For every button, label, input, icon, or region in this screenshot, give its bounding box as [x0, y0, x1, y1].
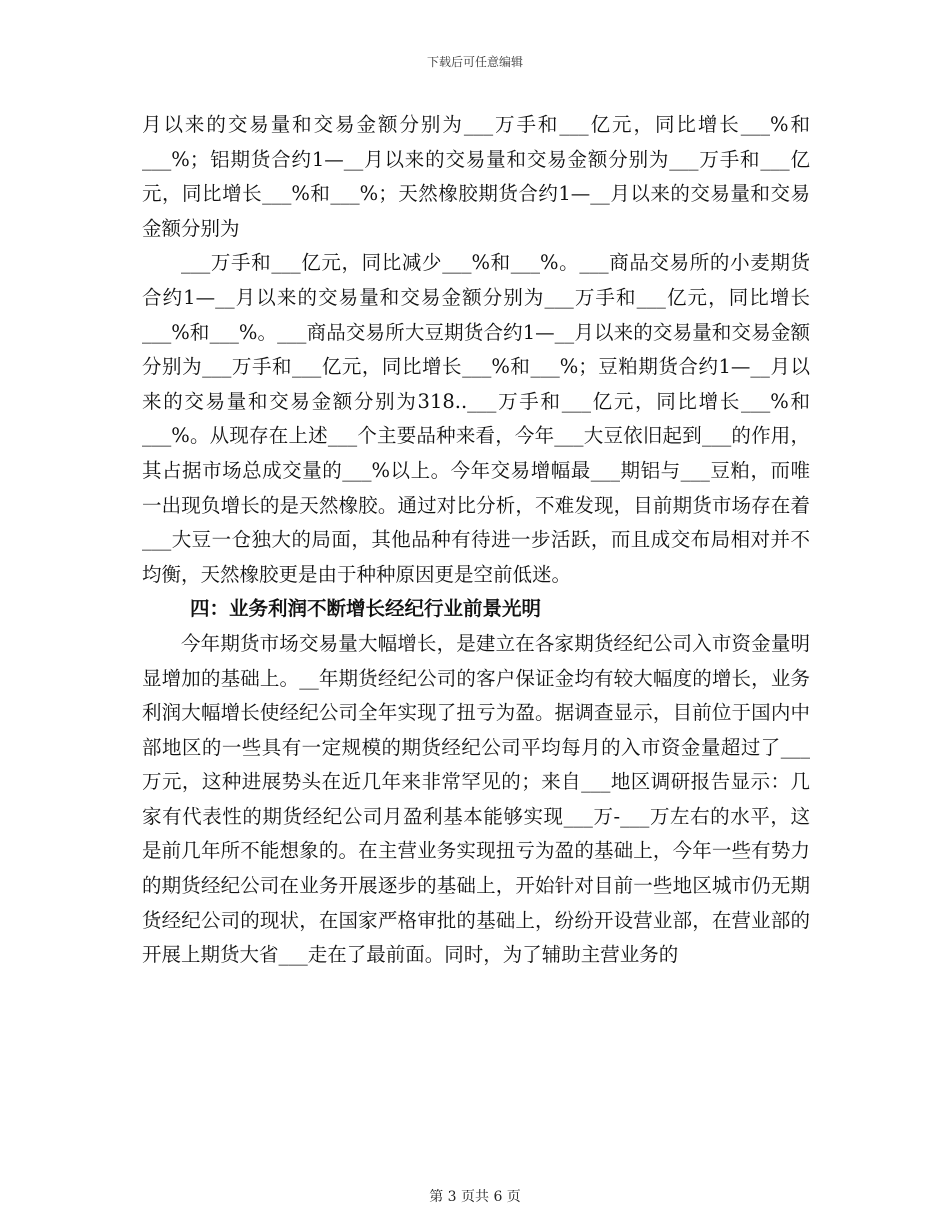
section-paragraph: 今年期货市场交易量大幅增长，是建立在各家期货经纪公司入市资金量明显增加的基础上。__年期货经纪公司的客户保证金均有较大幅度的增长，业务利润大幅增长使经纪公司全年实现了扭亏为盈。据调查显示，目前位于国内中部地区的一些具有一定规模的期货经纪公司平均每月的入市资金量超过了___万元，这种进展势头在近几年来非常罕见的；来自___地区调研报告显示：几家有代表性的期货经纪公司月盈利基本能够实现___万-___万左右的水平，这是前几年所不能想象的。在主营业务实现扭亏为盈的基础上，今年一些有势力的期货经纪公司在业务开展逐步的基础上，开始针对目前一些地区城市仍无期货经纪公司的现状，在国家严格审批的基础上，纷纷开设营业部，在营业部的开展上期货大省___走在了最前面。同时，为了辅助主营业务的	[142, 631, 810, 967]
section-heading: 四：业务利润不断增长经纪行业前景光明	[190, 597, 542, 621]
body-paragraph: 月以来的交易量和交易金额分别为___万手和___亿元，同比增长___%和___%；铝期货合约1—__月以来的交易量和交易金额分别为___万手和___亿元，同比增长___%和___%；天然橡胶期货合约1—__月以来的交易量和交易金额分别为	[142, 113, 810, 240]
body-paragraph: ___万手和___亿元，同比减少___%和___%。___商品交易所的小麦期货合约1—__月以来的交易量和交易金额分别为___万手和___亿元，同比增长___%和___%。___商品交易所大豆期货合约1—__月以来的交易量和交易金额分别为___万手和___亿元，同比增长___%和___%；豆粕期货合约1—__月以来的交易量和交易金额分别为318..___万手和___亿元，同比增长___%和___%。从现存在上述___个主要品种来看，今年___大豆依旧起到___的作用，其占据市场总成交量的___%以上。今年交易增幅最___期铝与___豆粕，而唯一出现负增长的是天然橡胶。通过对比分析，不难发现，目前期货市场存在着___大豆一仓独大的局面，其他品种有待进一步活跃，而且成交布局相对并不均衡，天然橡胶更是由于种种原因更是空前低迷。	[142, 251, 810, 586]
page-footer: 第 3 页共 6 页	[429, 1189, 521, 1205]
page-header: 下载后可任意编辑	[426, 55, 523, 69]
document-body	[142, 108, 810, 973]
